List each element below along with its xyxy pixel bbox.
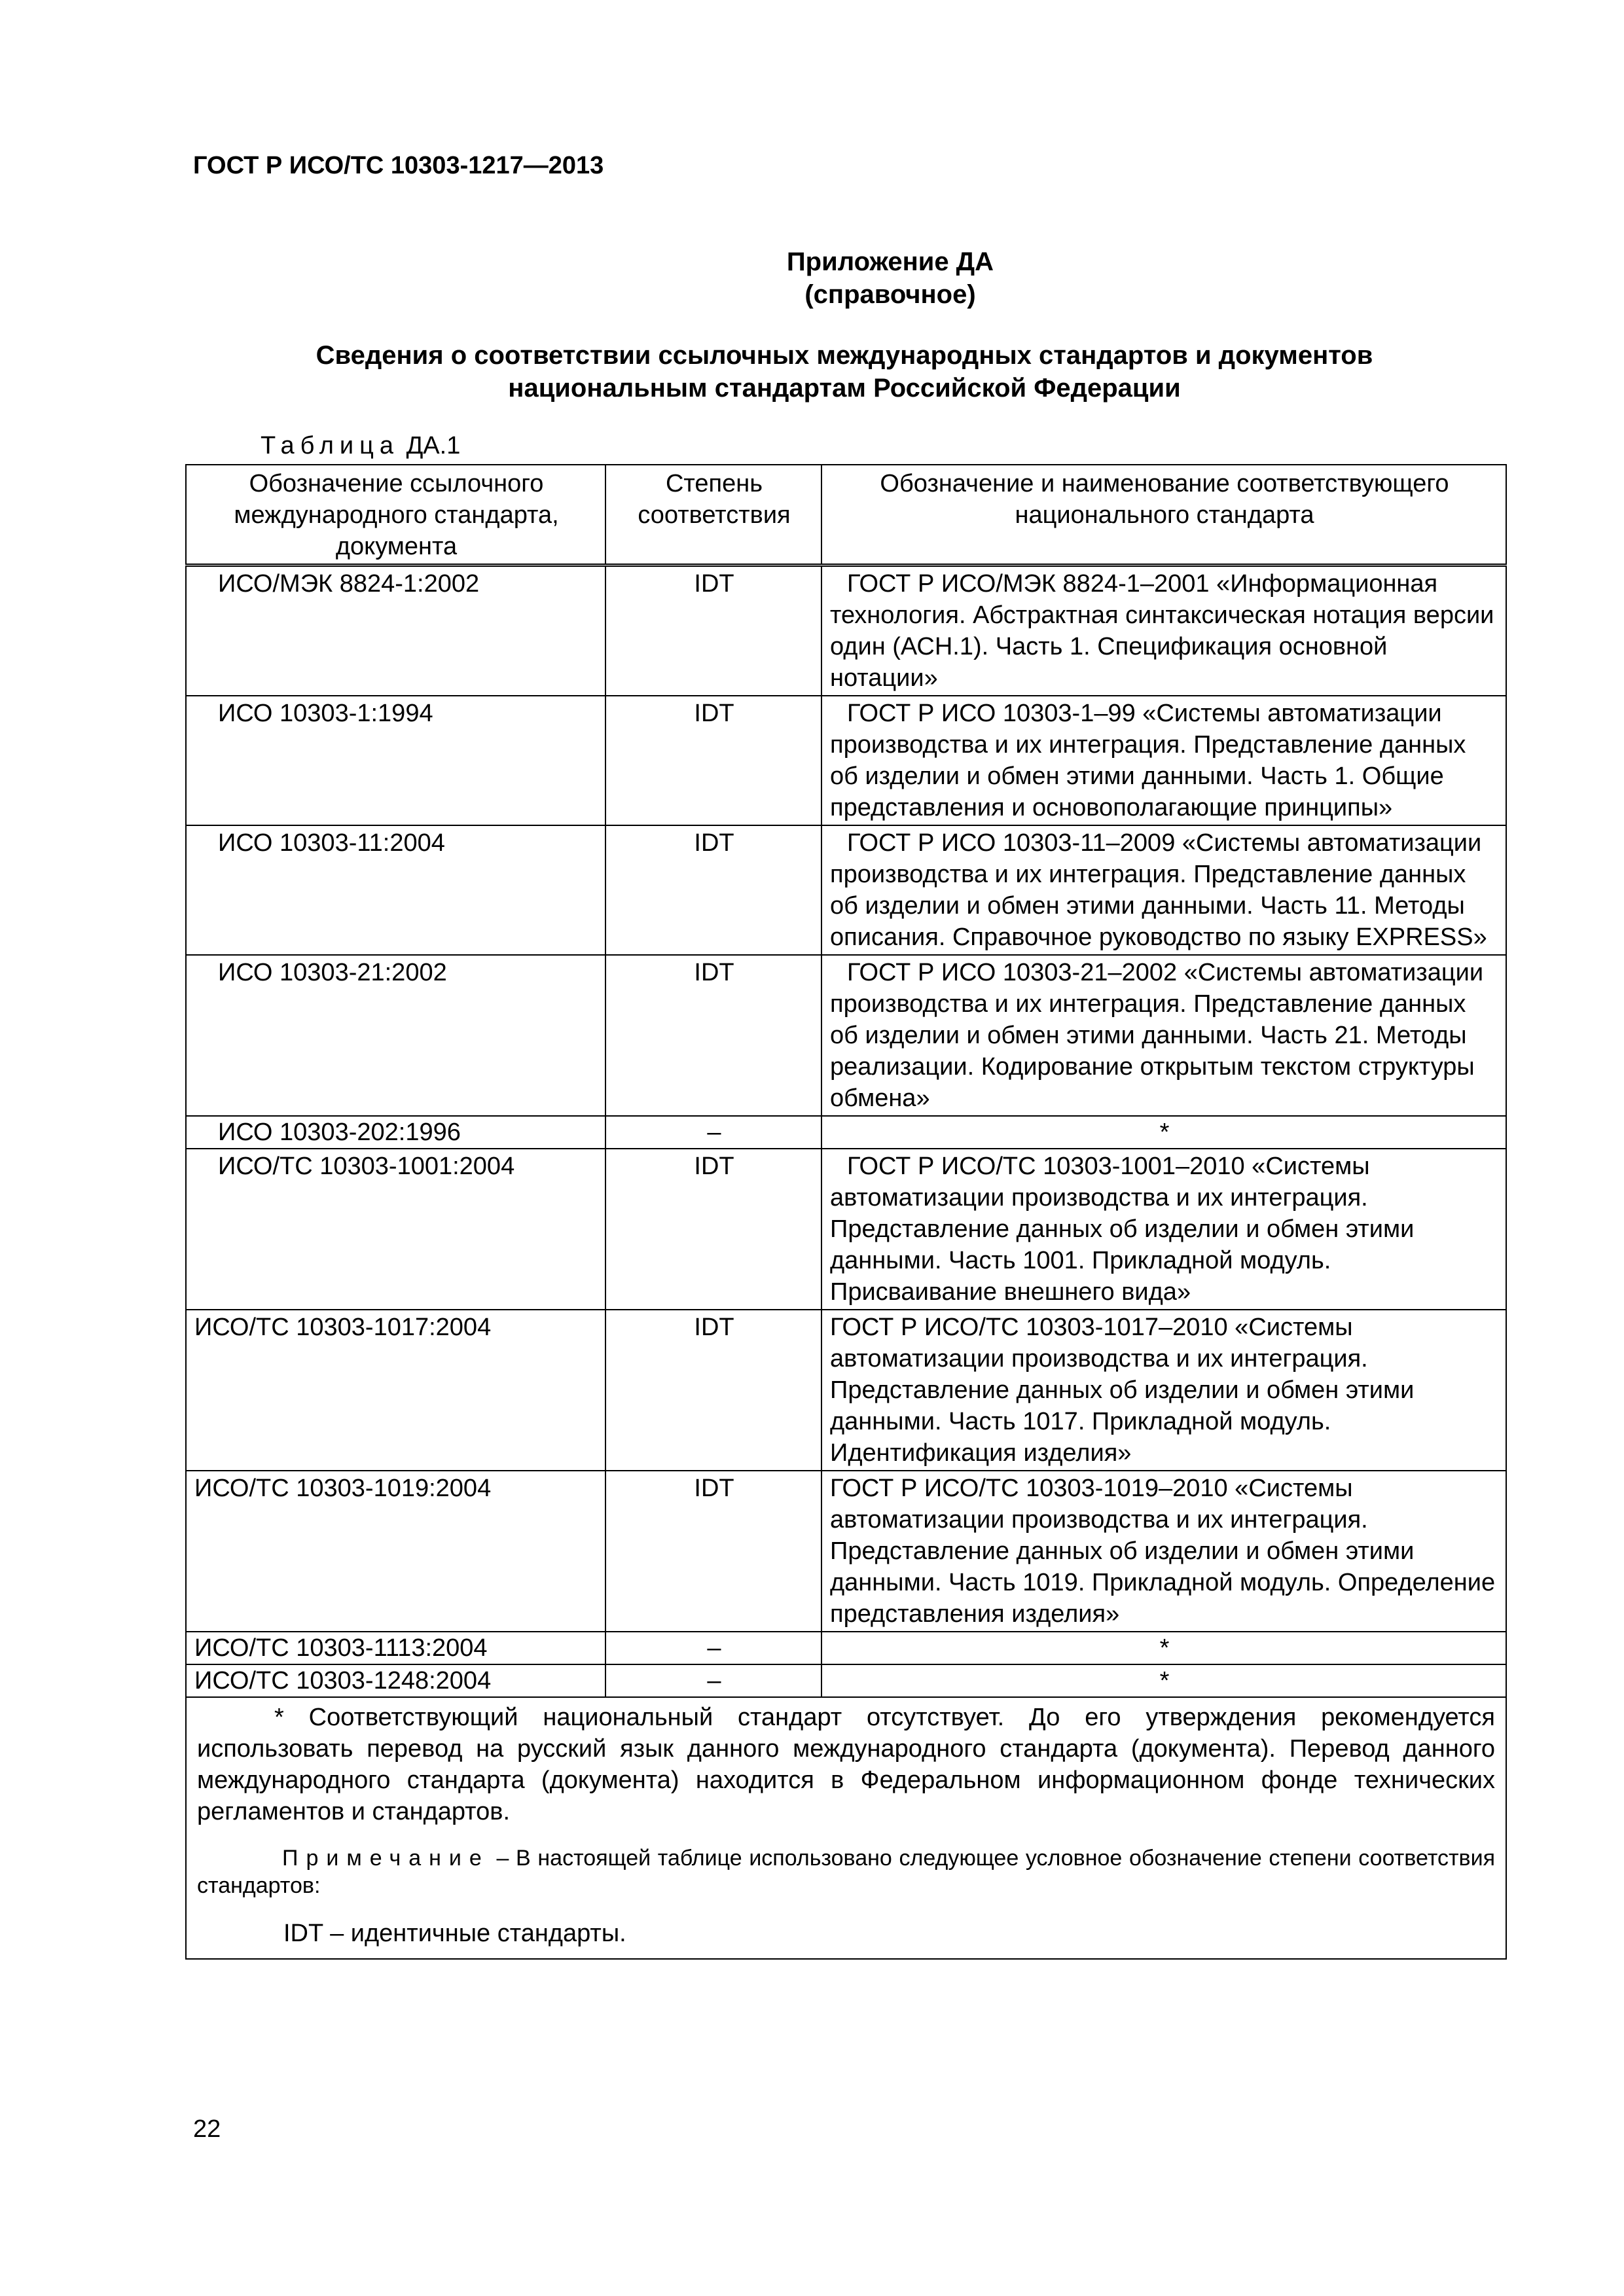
- table-footnote: [186, 1697, 1506, 1959]
- table-row: [186, 1149, 1506, 1310]
- column-header-national: Обозначение и наименование соответствующего национального стандарта: [821, 465, 1506, 565]
- national-standard-cell: ГОСТ Р ИСО 10303-21–2002 «Системы автоматизации производства и их интеграция. Представление данных об изделии и обмен этими данными. Часть 21. Методы реализации. Кодирование открытым текстом структуры обмена»: [821, 955, 1506, 1116]
- section-heading-line-2: национальным стандартам Российской Федерации: [508, 374, 1181, 403]
- document-code: ГОСТ Р ИСО/ТС 10303-1217—2013: [193, 152, 604, 179]
- table-row: [186, 696, 1506, 825]
- national-standard-cell: ГОСТ Р ИСО/ТС 10303-1001–2010 «Системы автоматизации производства и их интеграция. Представление данных об изделии и обмен этими данными. Часть 1001. Прикладной модуль. Присваивание внешнего вида»: [821, 1149, 1506, 1310]
- column-header-reference: Обозначение ссылочного международного стандарта, документа: [186, 465, 605, 565]
- reference-cell: ИСО/ТС 10303-1017:2004: [186, 1310, 605, 1471]
- table-row: [186, 1664, 1506, 1697]
- reference-cell: ИСО/ТС 10303-1001:2004: [186, 1149, 605, 1310]
- table-label: [261, 432, 460, 460]
- national-standard-cell: ГОСТ Р ИСО 10303-11–2009 «Системы автоматизации производства и их интеграция. Представление данных об изделии и обмен этими данными. Часть 11. Методы описания. Справочное руководство по языку EXPRESS»: [821, 825, 1506, 955]
- table-label-word: Таблица: [261, 432, 399, 459]
- column-header-degree: Степень соответствия: [605, 465, 821, 565]
- national-standard-cell: *: [821, 1664, 1506, 1697]
- degree-cell: IDT: [605, 1310, 821, 1471]
- table-note: [197, 1844, 1495, 1899]
- footnote-text: * Соответствующий национальный стандарт отсутствует. До его утверждения рекомендуется использовать перевод на русский язык данного международного стандарта (документа). Перевод данного международного стандарта (документа) находится в Федеральном информационном фонде технических регламентов и стандартов.: [197, 1704, 1495, 1825]
- idt-definition: IDT – идентичные стандарты.: [283, 1920, 626, 1947]
- annex-title: Приложение ДА: [786, 247, 994, 276]
- table-row: [186, 565, 1506, 696]
- degree-cell: –: [605, 1664, 821, 1697]
- national-standard-cell: *: [821, 1116, 1506, 1149]
- degree-cell: IDT: [605, 696, 821, 825]
- national-standard-cell: *: [821, 1632, 1506, 1664]
- table-row: [186, 1310, 1506, 1471]
- table-header-row: [186, 465, 1506, 565]
- section-heading-line-1: Сведения о соответствии ссылочных международных стандартов и документов: [316, 341, 1373, 370]
- table-footnote-row: [186, 1697, 1506, 1959]
- table-row: [186, 1471, 1506, 1632]
- table-row: [186, 955, 1506, 1116]
- degree-cell: IDT: [605, 955, 821, 1116]
- annex-kind: (справочное): [804, 280, 976, 309]
- reference-cell: ИСО 10303-11:2004: [186, 825, 605, 955]
- degree-cell: IDT: [605, 1471, 821, 1632]
- reference-cell: ИСО 10303-21:2002: [186, 955, 605, 1116]
- note-label: Примечание: [282, 1846, 490, 1871]
- degree-cell: IDT: [605, 825, 821, 955]
- national-standard-cell: ГОСТ Р ИСО/ТС 10303-1019–2010 «Системы автоматизации производства и их интеграция. Представление данных об изделии и обмен этими данными. Часть 1019. Прикладной модуль. Определение представления изделия»: [821, 1471, 1506, 1632]
- degree-cell: –: [605, 1632, 821, 1664]
- table-row: [186, 825, 1506, 955]
- national-standard-cell: ГОСТ Р ИСО 10303-1–99 «Системы автоматизации производства и их интеграция. Представление данных об изделии и обмен этими данными. Часть 1. Общие представления и основополагающие принципы»: [821, 696, 1506, 825]
- national-standard-cell: ГОСТ Р ИСО/ТС 10303-1017–2010 «Системы автоматизации производства и их интеграция. Представление данных об изделии и обмен этими данными. Часть 1017. Прикладной модуль. Идентификация изделия»: [821, 1310, 1506, 1471]
- note-text: – В настоящей таблице использовано следующее условное обозначение степени соответствия стандартов:: [197, 1846, 1495, 1898]
- section-heading: [262, 339, 1427, 404]
- degree-cell: IDT: [605, 1149, 821, 1310]
- national-standard-cell: ГОСТ Р ИСО/МЭК 8824-1–2001 «Информационная технология. Абстрактная синтаксическая нотация версии один (АСН.1). Часть 1. Спецификация основной нотации»: [821, 565, 1506, 696]
- reference-cell: ИСО/ТС 10303-1248:2004: [186, 1664, 605, 1697]
- table-label-number: ДА.1: [406, 432, 461, 459]
- reference-cell: ИСО 10303-1:1994: [186, 696, 605, 825]
- reference-cell: ИСО/ТС 10303-1113:2004: [186, 1632, 605, 1664]
- reference-cell: ИСО/МЭК 8824-1:2002: [186, 565, 605, 696]
- correspondence-table: [185, 464, 1507, 1960]
- table-row: [186, 1116, 1506, 1149]
- page-number: 22: [193, 2115, 221, 2143]
- reference-cell: ИСО/ТС 10303-1019:2004: [186, 1471, 605, 1632]
- degree-cell: –: [605, 1116, 821, 1149]
- reference-cell: ИСО 10303-202:1996: [186, 1116, 605, 1149]
- table-row: [186, 1632, 1506, 1664]
- degree-cell: IDT: [605, 565, 821, 696]
